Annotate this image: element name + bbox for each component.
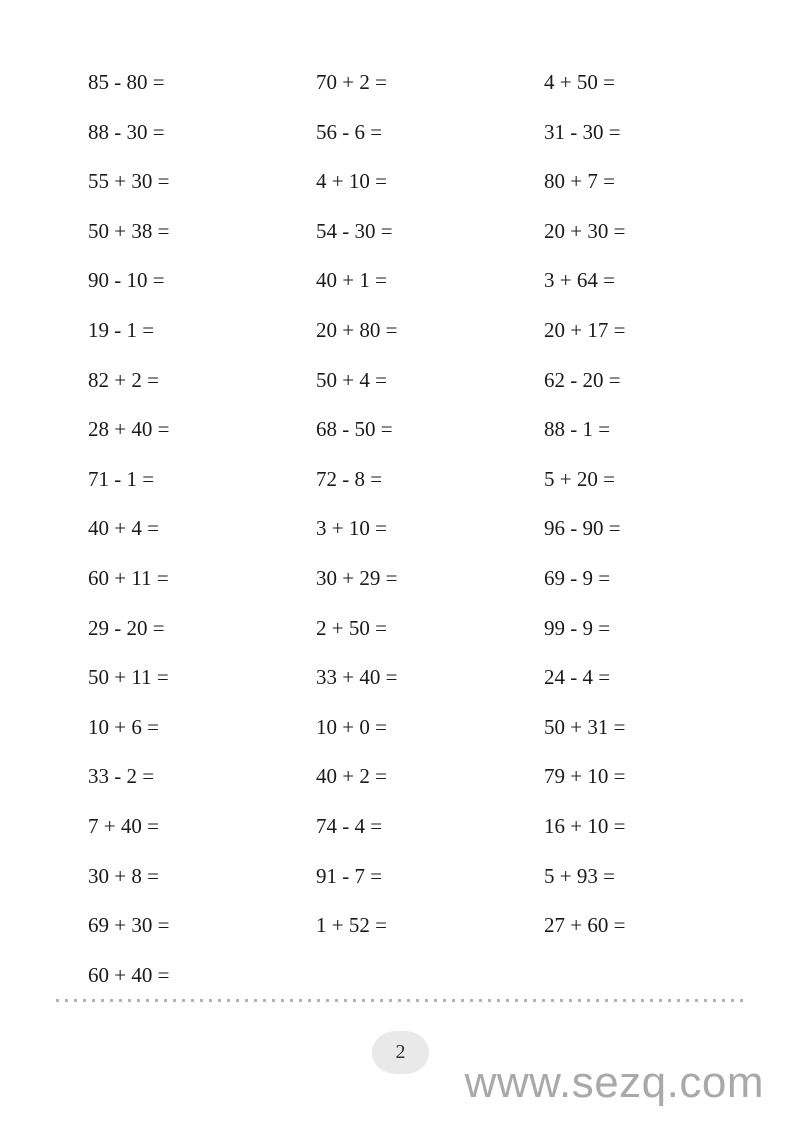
math-problem: 10 + 0 = bbox=[316, 714, 387, 739]
problems-column-2 bbox=[316, 70, 544, 1012]
dotted-divider bbox=[56, 999, 746, 1002]
math-problem: 29 - 20 = bbox=[88, 615, 165, 640]
math-problem: 60 + 40 = bbox=[88, 962, 170, 987]
math-problem: 30 + 29 = bbox=[316, 565, 398, 590]
problems-grid bbox=[88, 70, 772, 1012]
math-problem: 2 + 50 = bbox=[316, 615, 387, 640]
page-number-badge bbox=[372, 1031, 429, 1074]
math-problem: 80 + 7 = bbox=[544, 169, 615, 194]
math-problem: 4 + 10 = bbox=[316, 169, 387, 194]
math-problem: 74 - 4 = bbox=[316, 813, 383, 838]
math-problem: 1 + 52 = bbox=[316, 913, 387, 938]
math-problem: 96 - 90 = bbox=[544, 516, 621, 541]
math-problem: 20 + 30 = bbox=[544, 218, 626, 243]
math-problem: 16 + 10 = bbox=[544, 813, 626, 838]
math-problem: 3 + 64 = bbox=[544, 268, 615, 293]
math-problem: 19 - 1 = bbox=[88, 317, 155, 342]
math-problem: 50 + 11 = bbox=[88, 665, 169, 690]
math-problem: 54 - 30 = bbox=[316, 218, 393, 243]
math-problem: 3 + 10 = bbox=[316, 516, 387, 541]
math-problem: 88 - 30 = bbox=[88, 119, 165, 144]
math-problem: 91 - 7 = bbox=[316, 863, 383, 888]
math-problem: 56 - 6 = bbox=[316, 119, 383, 144]
math-problem: 69 - 9 = bbox=[544, 565, 611, 590]
math-problem: 69 + 30 = bbox=[88, 913, 170, 938]
math-problem: 68 - 50 = bbox=[316, 417, 393, 442]
math-problem: 60 + 11 = bbox=[88, 565, 169, 590]
math-problem: 72 - 8 = bbox=[316, 466, 383, 491]
math-problem: 50 + 4 = bbox=[316, 367, 387, 392]
math-problem: 79 + 10 = bbox=[544, 764, 626, 789]
math-problem: 40 + 1 = bbox=[316, 268, 387, 293]
math-problem: 27 + 60 = bbox=[544, 913, 626, 938]
math-problem: 30 + 8 = bbox=[88, 863, 159, 888]
math-problem: 71 - 1 = bbox=[88, 466, 155, 491]
math-problem: 85 - 80 = bbox=[88, 70, 165, 94]
math-problem: 20 + 80 = bbox=[316, 317, 398, 342]
math-problem: 70 + 2 = bbox=[316, 70, 387, 94]
math-problem: 20 + 17 = bbox=[544, 317, 626, 342]
math-problem: 62 - 20 = bbox=[544, 367, 621, 392]
page-number: 2 bbox=[395, 1041, 406, 1063]
math-problem: 82 + 2 = bbox=[88, 367, 159, 392]
math-problem: 50 + 31 = bbox=[544, 714, 626, 739]
math-problem: 10 + 6 = bbox=[88, 714, 159, 739]
math-problem: 33 + 40 = bbox=[316, 665, 398, 690]
math-problem: 99 - 9 = bbox=[544, 615, 611, 640]
math-problem: 5 + 93 = bbox=[544, 863, 615, 888]
math-problem: 90 - 10 = bbox=[88, 268, 165, 293]
math-problem: 33 - 2 = bbox=[88, 764, 155, 789]
watermark-text: www.sezq.com bbox=[464, 1058, 764, 1107]
math-problem: 55 + 30 = bbox=[88, 169, 170, 194]
math-problem: 40 + 2 = bbox=[316, 764, 387, 789]
math-problem: 24 - 4 = bbox=[544, 665, 611, 690]
math-problem: 88 - 1 = bbox=[544, 417, 611, 442]
math-problem: 50 + 38 = bbox=[88, 218, 170, 243]
problems-column-1 bbox=[88, 70, 316, 1012]
math-problem: 5 + 20 = bbox=[544, 466, 615, 491]
math-problem: 40 + 4 = bbox=[88, 516, 159, 541]
math-problem: 31 - 30 = bbox=[544, 119, 621, 144]
problems-column-3 bbox=[544, 70, 772, 1012]
math-problem: 28 + 40 = bbox=[88, 417, 170, 442]
math-problem: 4 + 50 = bbox=[544, 70, 615, 94]
math-problem: 7 + 40 = bbox=[88, 813, 159, 838]
